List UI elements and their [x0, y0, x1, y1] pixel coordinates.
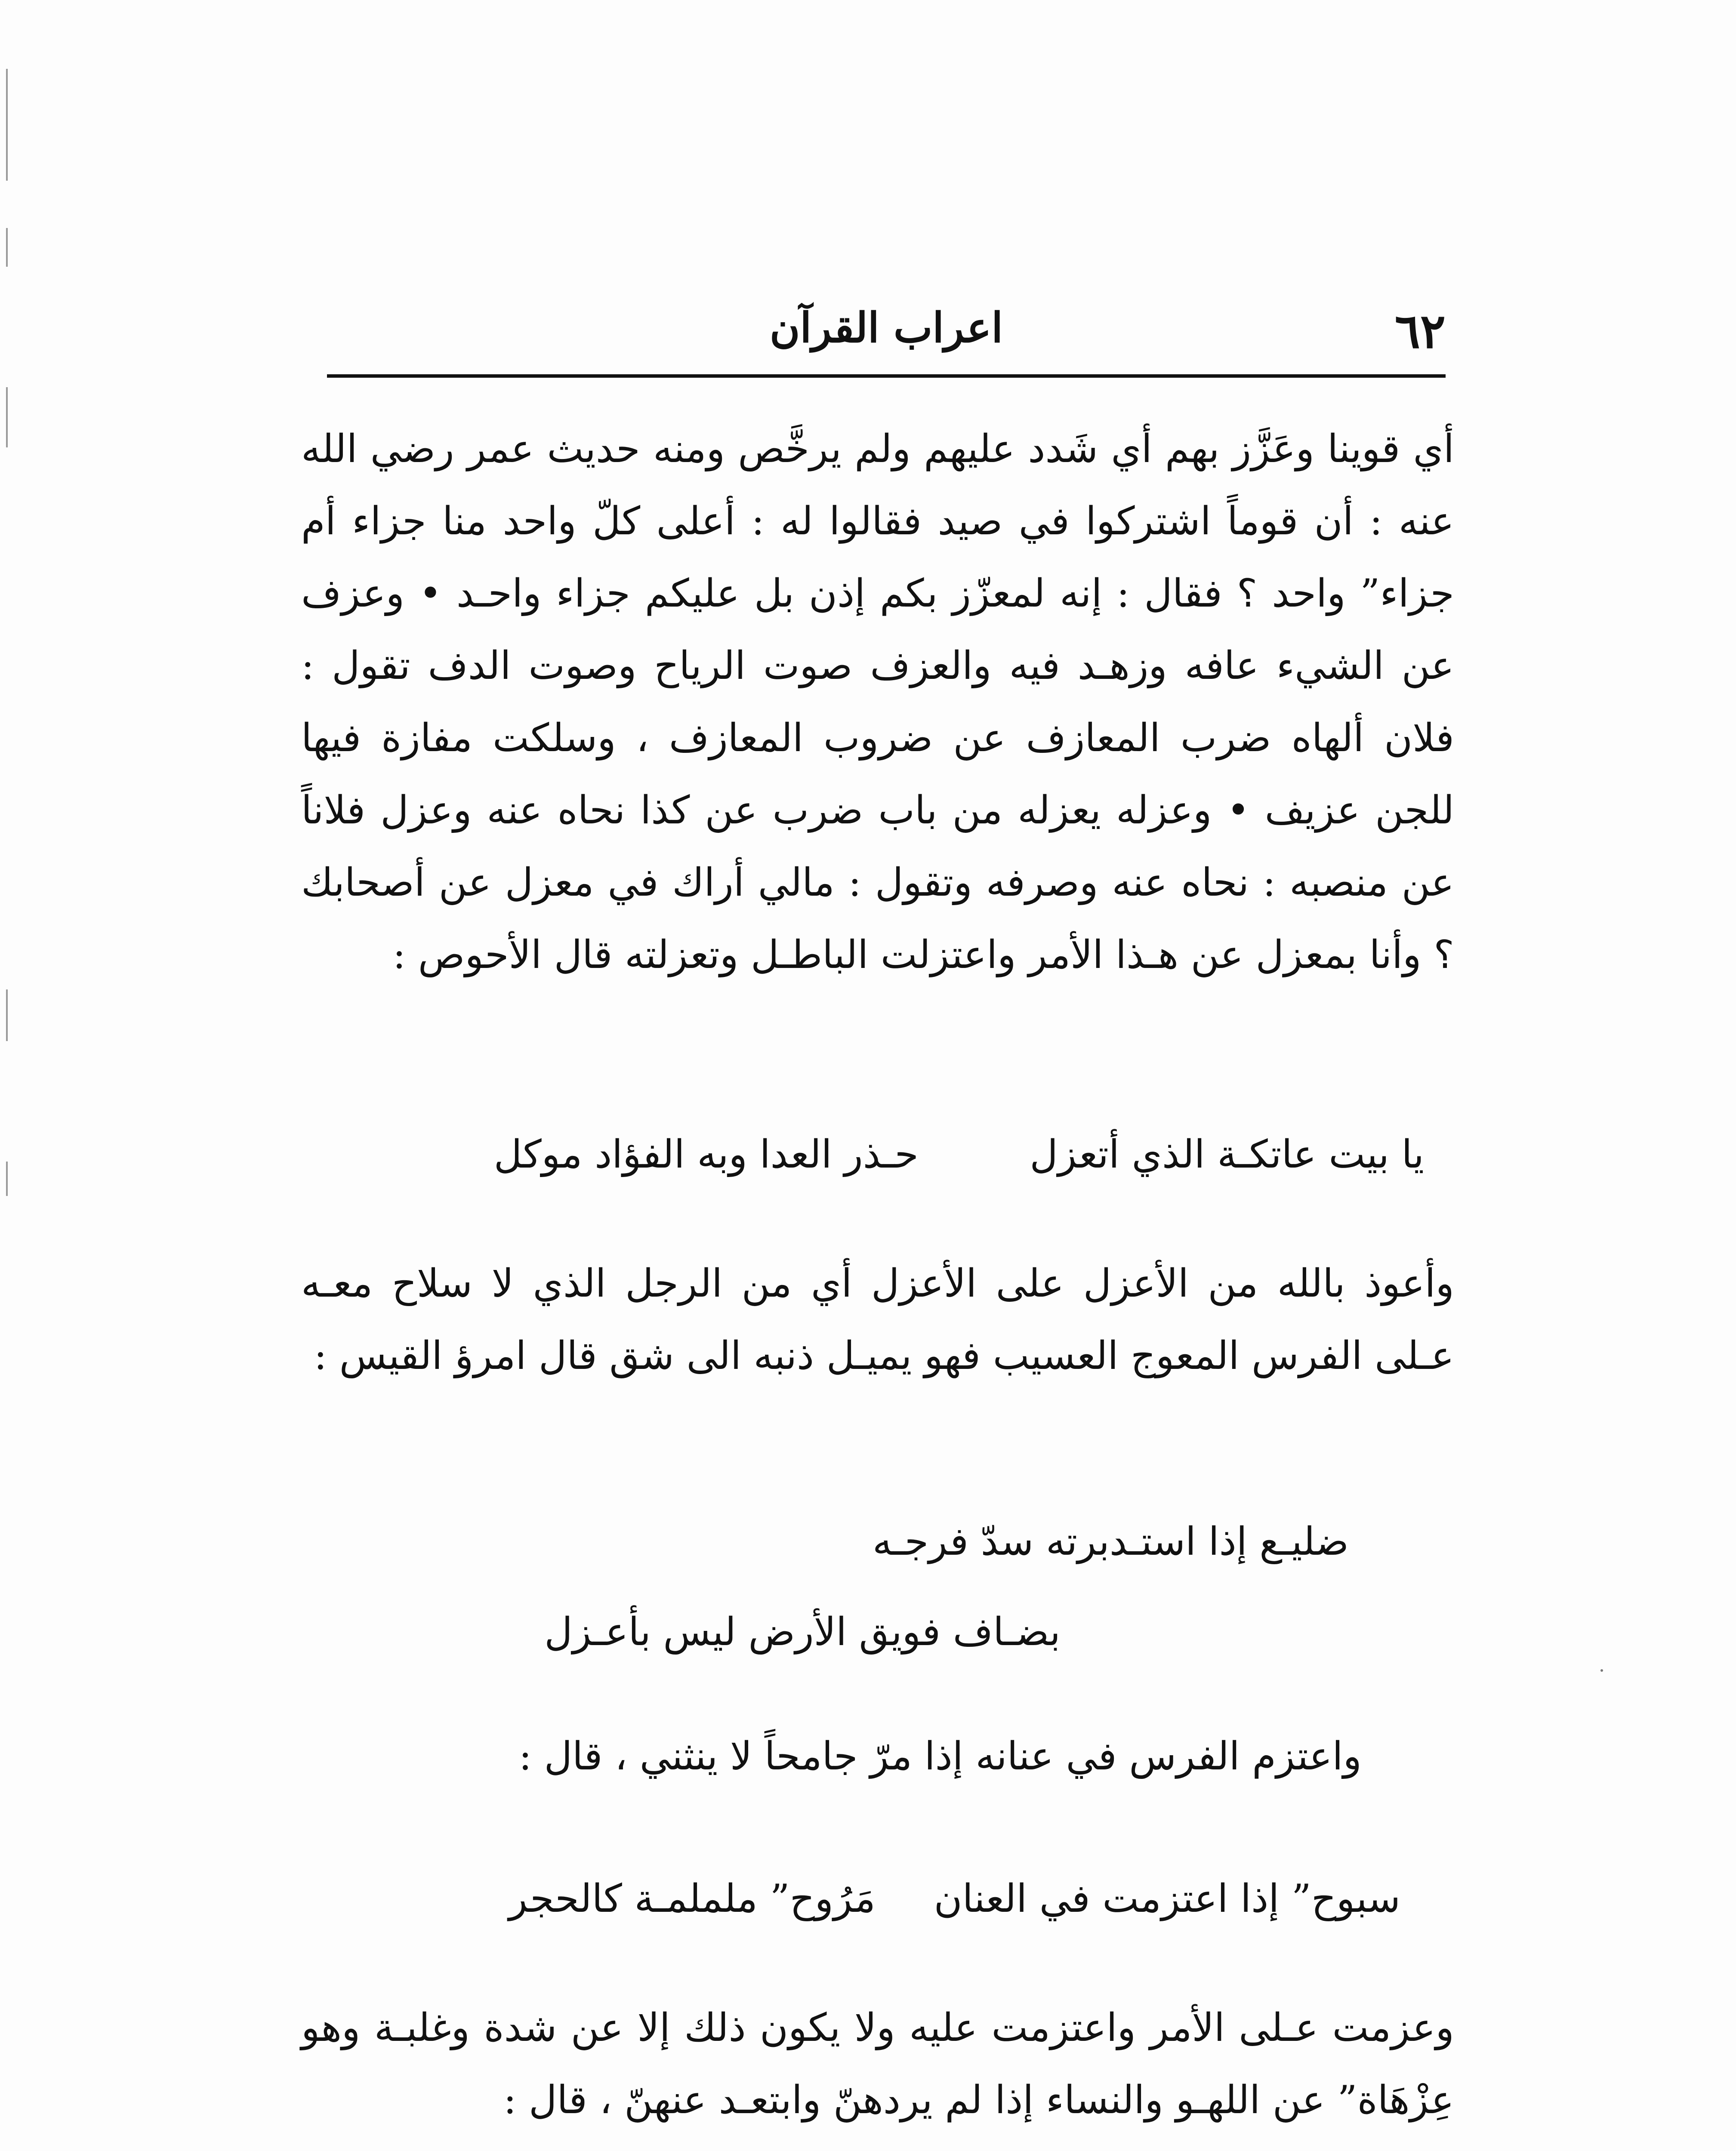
scan-edge-mark — [6, 387, 8, 447]
verse-1-second-hemistich: حـذر العدا وبه الفؤاد موكل — [493, 1132, 919, 1177]
verse-1-first-hemistich: يا بيت عاتكـة الذي أتعزل — [1030, 1132, 1424, 1177]
scan-edge-mark — [6, 228, 8, 267]
verse-3-first-hemistich: سبوح” إذا اعتزمت في العنان — [934, 1876, 1400, 1921]
scan-edge-mark — [6, 69, 8, 181]
verse-2-first-hemistich: ضليـع إذا استـدبرته سدّ فرجـه — [873, 1519, 1349, 1564]
paragraph-2: وأعوذ بالله من الأعزل على الأعزل أي من الرجل الذي لا سلاح معـه عـلى الفرس المعوج العسيب فهو يميـل ذنبه الى شق قال امرؤ القيس : — [301, 1261, 1454, 1378]
page-header — [327, 303, 1446, 368]
page-number: ٦٢ — [1394, 303, 1446, 359]
verse-3-second-hemistich: مَرُوح” ململمـة كالحجر — [509, 1876, 876, 1921]
scan-edge-mark — [6, 989, 8, 1041]
scan-edge-mark — [6, 1162, 8, 1196]
verse-2-second-hemistich: بضـاف فويق الأرض ليس بأعـزل — [544, 1609, 1061, 1655]
header-rule — [327, 374, 1446, 378]
paragraph-4: وعزمت عـلى الأمر واعتزمت عليه ولا يكون ذلك إلا عن شدة وغلبـة وهو عِزْهَاة” عن اللهـو والنساء إذا لم يردهنّ وابتعـد عنهنّ ، قال : — [301, 2005, 1454, 2123]
paragraph-3: واعتزم الفرس في عنانه إذا مرّ جامحاً لا ينثني ، قال : — [518, 1734, 1362, 1779]
paragraph-1: أي قوينا وعَزَّز بهم أي شَدد عليهم ولم يرخَّص ومنه حديث عمر رضي الله عنه : أن قوماً اشتركوا في صيد فقالوا له : أعلى كلّ واحد منا جزاء أم جزاء” واحد ؟ فقال : إنه لمعزّز بكم إذن بل عليكم جزاء واحـد • وعزف عن الشيء عافه وزهـد فيه والعزف صوت الرياح وصوت الدف تقول : فلان ألهاه ضرب المعازف عن ضروب المعازف ، وسلكت مفازة فيها للجن عزيف • وعزله يعزله من باب ضرب عن كذا نحاه عنه وعزل فلاناً عن منصبه : نحاه عنه وصرفه وتقول : مالي أراك في معزل عن أصحابك ؟ وأنا بمعزل عن هـذا الأمر واعتزلت الباطـل وتعزلته قال الأحوص : — [301, 426, 1454, 977]
scan-speck — [1600, 1669, 1603, 1672]
running-title: اعراب القرآن — [769, 303, 1003, 352]
